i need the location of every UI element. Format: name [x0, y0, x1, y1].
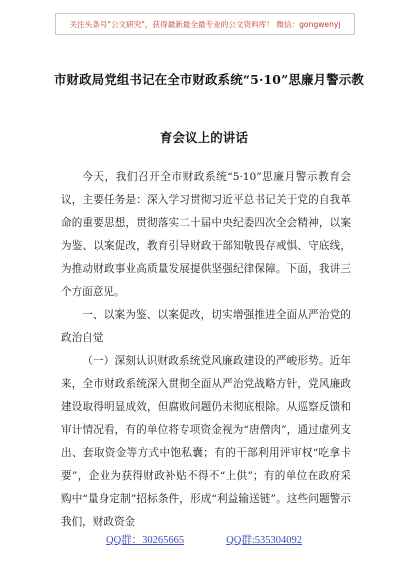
qq-group-link-1[interactable]: QQ群：30265665	[105, 535, 185, 546]
footer	[0, 532, 408, 547]
document-body	[61, 166, 351, 534]
body-paragraph-1-1: （一）深刻认识财政系统党风廉政建设的严峻形势。近年来，全市财政系统深入贯彻全面从严治党战略方针，党风廉政建设取得明显成效，但腐败问题仍未彻底根除。从巡察反馈和审计情况看，有的单位将专项资金视为“唐僧肉”，通过虚列支出、套取资金等方式中饱私囊；有的干部利用评审权“吃拿卡要”，企业为获得财政补贴不得不“上供”；有的单位在政府采购中“量身定制”招标条件，形成“利益输送链”。这些问题警示我们，财政资金	[61, 355, 351, 528]
promo-banner-text: 关注头条号"公文研究"，获得最新最全最专业的公文资料库！ 微信：gongwenyj	[69, 19, 341, 29]
section-heading-1: 一、以案为鉴、以案促改，切实增强推进全面从严治党的政治自觉	[61, 309, 351, 344]
document-title-line-1: 市财政局党组书记在全市财政系统“5·10”思廉月警示教	[53, 72, 365, 87]
document-title-line-2: 育会议上的讲话	[159, 130, 249, 145]
qq-group-link-2[interactable]: QQ群:535304092	[226, 535, 302, 546]
promo-banner	[55, 13, 355, 35]
body-paragraph-intro: 今天，我们召开全市财政系统“5·10”思廉月警示教育会议，主要任务是：深入学习贯彻习近平总书记关于党的自我革命的重要思想，贯彻落实二十届中央纪委四次全会精神，以案为鉴、以案促改，教育引导财政干部知敬畏存戒惧、守底线，为推动财政事业高质量发展提供坚强纪律保障。下面，我讲三个方面意见。	[61, 171, 351, 298]
